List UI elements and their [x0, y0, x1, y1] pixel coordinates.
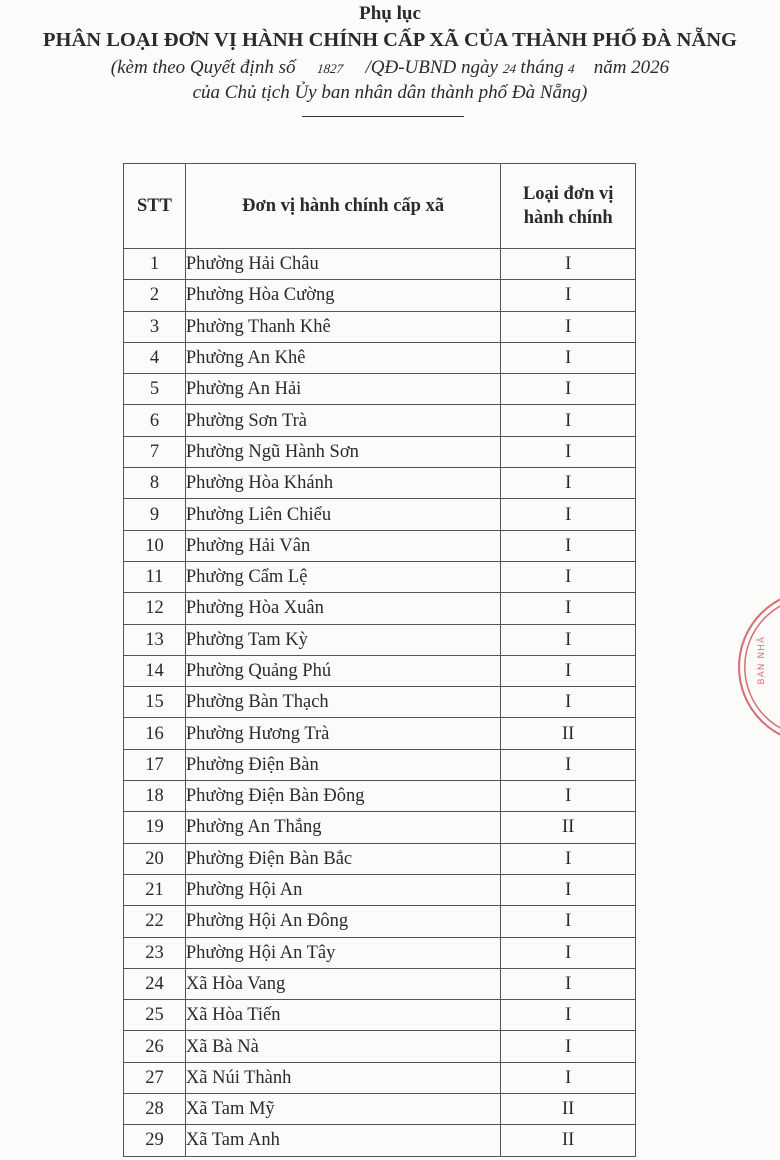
row-unit-type: I [501, 1031, 636, 1062]
header-unit-type-line1: Loại đơn vị [522, 184, 614, 204]
row-unit-type: I [501, 843, 636, 874]
classification-table [123, 163, 636, 1157]
row-unit-name: Phường Hòa Khánh [185, 468, 500, 499]
row-unit-name: Phường Bàn Thạch [185, 687, 500, 718]
row-unit-name: Phường Hải Châu [185, 249, 500, 280]
row-unit-type: I [501, 499, 636, 530]
row-stt: 24 [124, 968, 186, 999]
row-unit-type: II [501, 1125, 636, 1156]
row-unit-type: I [501, 249, 636, 280]
row-unit-name: Xã Hòa Vang [185, 968, 500, 999]
row-stt: 29 [124, 1125, 186, 1156]
row-unit-type: I [501, 311, 636, 342]
row-stt: 14 [124, 655, 186, 686]
table-row [124, 1125, 636, 1156]
row-unit-name: Phường Điện Bàn Bắc [185, 843, 500, 874]
row-unit-type: I [501, 561, 636, 592]
table-row [124, 812, 636, 843]
row-stt: 8 [124, 468, 186, 499]
row-stt: 28 [124, 1094, 186, 1125]
row-stt: 4 [124, 342, 186, 373]
row-stt: 5 [124, 374, 186, 405]
stamp-text: BAN NHÂ [757, 636, 767, 685]
table-row [124, 530, 636, 561]
table-row [124, 342, 636, 373]
row-stt: 12 [124, 593, 186, 624]
table-row [124, 749, 636, 780]
row-stt: 13 [124, 624, 186, 655]
appendix-label: Phụ lục [359, 3, 421, 24]
table-row [124, 593, 636, 624]
row-unit-type: I [501, 436, 636, 467]
row-stt: 25 [124, 1000, 186, 1031]
header-unit-type [501, 164, 636, 249]
row-stt: 16 [124, 718, 186, 749]
row-unit-type: I [501, 468, 636, 499]
row-unit-type: I [501, 1062, 636, 1093]
row-stt: 11 [124, 561, 186, 592]
row-unit-type: I [501, 374, 636, 405]
row-stt: 10 [124, 530, 186, 561]
row-stt: 19 [124, 812, 186, 843]
table-row [124, 937, 636, 968]
table-row [124, 280, 636, 311]
header-unit-name: Đơn vị hành chính cấp xã [185, 164, 500, 249]
row-stt: 26 [124, 1031, 186, 1062]
table-row [124, 687, 636, 718]
row-unit-name: Phường Quảng Phú [185, 655, 500, 686]
row-unit-name: Phường Ngũ Hành Sơn [185, 436, 500, 467]
header-stt: STT [124, 164, 186, 249]
table-row [124, 718, 636, 749]
table-row [124, 1062, 636, 1093]
table-row [124, 1000, 636, 1031]
row-stt: 1 [124, 249, 186, 280]
table-row [124, 405, 636, 436]
row-stt: 9 [124, 499, 186, 530]
document-title: PHÂN LOẠI ĐƠN VỊ HÀNH CHÍNH CẤP XÃ CỦA THÀNH PHỐ ĐÀ NẴNG [43, 29, 737, 51]
row-unit-type: I [501, 937, 636, 968]
decision-number: 1827 [316, 61, 345, 76]
table-row [124, 311, 636, 342]
row-unit-type: II [501, 718, 636, 749]
decision-mid2: tháng [520, 57, 564, 78]
row-unit-name: Phường Cẩm Lệ [185, 561, 500, 592]
table-row [124, 249, 636, 280]
row-stt: 2 [124, 280, 186, 311]
row-unit-name: Phường An Hải [185, 374, 500, 405]
title-divider [302, 116, 464, 117]
table-row [124, 499, 636, 530]
table-row [124, 374, 636, 405]
row-unit-name: Xã Bà Nà [185, 1031, 500, 1062]
row-stt: 20 [124, 843, 186, 874]
decision-reference [0, 56, 780, 81]
row-unit-type: I [501, 593, 636, 624]
row-unit-type: I [501, 280, 636, 311]
row-unit-type: I [501, 405, 636, 436]
row-unit-name: Xã Núi Thành [185, 1062, 500, 1093]
table-header-row [124, 164, 636, 249]
table-row [124, 624, 636, 655]
row-unit-name: Phường Thanh Khê [185, 311, 500, 342]
row-unit-name: Phường Điện Bàn [185, 749, 500, 780]
table-row [124, 468, 636, 499]
table-row [124, 781, 636, 812]
header-unit-type-line2: hành chính [523, 208, 613, 228]
row-stt: 3 [124, 311, 186, 342]
row-unit-name: Phường Hội An Tây [185, 937, 500, 968]
row-unit-name: Phường Hòa Cường [185, 280, 500, 311]
row-unit-name: Phường Hội An [185, 874, 500, 905]
row-unit-name: Phường Liên Chiểu [185, 499, 500, 530]
table-row [124, 436, 636, 467]
row-unit-name: Xã Tam Anh [185, 1125, 500, 1156]
row-unit-type: I [501, 530, 636, 561]
row-unit-name: Phường Hải Vân [185, 530, 500, 561]
row-unit-type: I [501, 781, 636, 812]
table-row [124, 1094, 636, 1125]
table-row [124, 968, 636, 999]
decision-prefix: (kèm theo Quyết định số [110, 57, 296, 78]
decision-month: 4 [567, 61, 576, 76]
row-unit-name: Phường Hương Trà [185, 718, 500, 749]
row-unit-name: Phường Tam Kỳ [185, 624, 500, 655]
decision-day: 24 [501, 61, 517, 76]
row-unit-name: Phường Điện Bàn Đông [185, 781, 500, 812]
row-stt: 17 [124, 749, 186, 780]
decision-mid1: /QĐ-UBND ngày [365, 57, 498, 78]
row-unit-type: II [501, 812, 636, 843]
table-row [124, 843, 636, 874]
row-unit-type: I [501, 624, 636, 655]
row-unit-name: Xã Tam Mỹ [185, 1094, 500, 1125]
row-stt: 6 [124, 405, 186, 436]
table-row [124, 906, 636, 937]
row-stt: 22 [124, 906, 186, 937]
row-unit-type: I [501, 1000, 636, 1031]
row-stt: 18 [124, 781, 186, 812]
table-row [124, 655, 636, 686]
row-unit-name: Xã Hòa Tiến [185, 1000, 500, 1031]
table-row [124, 1031, 636, 1062]
row-unit-name: Phường Hội An Đông [185, 906, 500, 937]
row-unit-type: II [501, 1094, 636, 1125]
row-unit-type: I [501, 687, 636, 718]
row-unit-type: I [501, 906, 636, 937]
decision-issuer: của Chủ tịch Ủy ban nhân dân thành phố Đà Nẵng) [192, 82, 588, 103]
row-unit-name: Phường Hòa Xuân [185, 593, 500, 624]
row-unit-type: I [501, 655, 636, 686]
row-unit-type: I [501, 342, 636, 373]
decision-mid3: năm 2026 [593, 57, 670, 78]
row-unit-type: I [501, 749, 636, 780]
row-unit-type: I [501, 874, 636, 905]
row-unit-name: Phường An Thắng [185, 812, 500, 843]
row-stt: 21 [124, 874, 186, 905]
row-unit-name: Phường Sơn Trà [185, 405, 500, 436]
row-stt: 15 [124, 687, 186, 718]
row-stt: 23 [124, 937, 186, 968]
row-stt: 27 [124, 1062, 186, 1093]
row-unit-name: Phường An Khê [185, 342, 500, 373]
table-row [124, 561, 636, 592]
row-stt: 7 [124, 436, 186, 467]
row-unit-type: I [501, 968, 636, 999]
table-row [124, 874, 636, 905]
